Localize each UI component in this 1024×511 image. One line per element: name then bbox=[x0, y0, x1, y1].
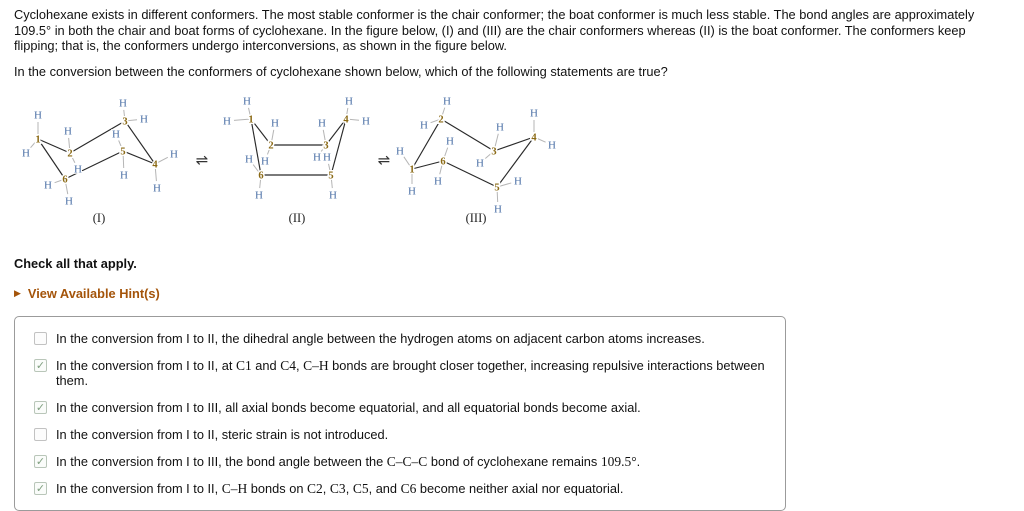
hint-link[interactable] bbox=[14, 286, 1010, 301]
option-text-segment: , bbox=[295, 358, 304, 374]
carbon-number: 2 bbox=[67, 148, 73, 160]
hydrogen-label: H bbox=[318, 117, 326, 130]
option-text-segment: bonds are brought closer together, increasing repulsive interactions between them. bbox=[56, 358, 765, 389]
option-row[interactable] bbox=[15, 421, 785, 448]
option-checkbox-checked[interactable]: ✓ bbox=[35, 454, 46, 468]
hydrogen-label: H bbox=[255, 189, 263, 202]
equilibrium-arrow-icon: ⇌ bbox=[377, 151, 391, 170]
option-text-segment: . bbox=[636, 454, 641, 470]
hydrogen-label: H bbox=[64, 125, 72, 138]
hydrogen-label: H bbox=[476, 157, 484, 170]
hydrogen-label: H bbox=[170, 148, 178, 161]
hydrogen-label: H bbox=[140, 113, 148, 126]
molecule-chair-I bbox=[22, 98, 178, 226]
carbon-number: 1 bbox=[248, 114, 254, 126]
carbon-number: 2 bbox=[438, 114, 444, 126]
molecule-caption: (III) bbox=[465, 211, 487, 226]
cc-bond bbox=[251, 119, 261, 175]
option-checkbox-checked[interactable]: ✓ bbox=[35, 358, 46, 372]
question-text: In the conversion between the conformers of cyclohexane shown below, which of the following statements are true? bbox=[14, 63, 668, 79]
intro-paragraph: Cyclohexane exists in different conformers. The most stable conformer is the chair conformer; the boat conformer is much less stable. The bond angles are approximately 109.5° in both the chair and boat forms of cyclohexane. In the figure below, (I) and (III) are the chair conformers whereas (II) is the boat conformer. The conformers keep flipping; that is, the conformers undergo interconversions, as shown in the figure below. bbox=[14, 7, 975, 54]
conformer-figure-wrap bbox=[14, 91, 1010, 236]
option-text-segment: In the conversion from I to II, steric strain is not introduced. bbox=[56, 427, 389, 443]
option-checkbox[interactable] bbox=[34, 332, 47, 345]
option-row[interactable] bbox=[15, 448, 785, 475]
chem-notation: C2 bbox=[307, 481, 323, 497]
option-text-segment: become neither axial nor equatorial. bbox=[416, 481, 624, 497]
hydrogen-label: H bbox=[443, 95, 451, 108]
molecule-boat-II bbox=[223, 96, 370, 226]
chem-notation: C–H bbox=[221, 481, 248, 497]
option-checkbox[interactable] bbox=[34, 428, 47, 441]
hydrogen-label: H bbox=[548, 139, 556, 152]
option-text-segment: In the conversion from I to III, all axial bonds become equatorial, and all equatorial bonds become axial. bbox=[56, 400, 641, 416]
conformer-figure bbox=[14, 91, 574, 233]
hydrogen-label: H bbox=[22, 147, 30, 160]
hydrogen-label: H bbox=[245, 153, 253, 166]
carbon-number: 5 bbox=[494, 182, 500, 194]
carbon-number: 6 bbox=[258, 170, 264, 182]
carbon-number: 6 bbox=[440, 156, 446, 168]
option-text-segment: and bbox=[251, 358, 281, 374]
chem-notation: 109.5° bbox=[600, 454, 637, 470]
hint-expander-icon[interactable]: ▶ bbox=[14, 288, 21, 299]
hydrogen-label: H bbox=[153, 182, 161, 195]
molecule-caption: (II) bbox=[288, 211, 306, 226]
hint-label[interactable]: View Available Hint(s) bbox=[27, 286, 160, 302]
option-checkbox-checked[interactable]: ✓ bbox=[35, 400, 46, 414]
hydrogen-label: H bbox=[120, 169, 128, 182]
cc-bond bbox=[494, 137, 534, 151]
hydrogen-label: H bbox=[396, 145, 404, 158]
chem-notation: C6 bbox=[400, 481, 417, 497]
option-text-segment: In the conversion from I to II, the dihedral angle between the hydrogen atoms on adjacent carbon atoms increases. bbox=[56, 331, 705, 347]
option-text-segment: In the conversion from I to II, bbox=[56, 481, 222, 497]
hydrogen-label: H bbox=[446, 135, 454, 148]
hydrogen-label: H bbox=[420, 119, 428, 132]
option-label bbox=[56, 358, 769, 388]
hydrogen-label: H bbox=[434, 175, 442, 188]
chem-notation: C5 bbox=[352, 481, 369, 497]
option-label bbox=[56, 400, 641, 415]
option-text-segment: bond of cyclohexane remains bbox=[427, 454, 601, 470]
hydrogen-label: H bbox=[271, 117, 279, 130]
chem-notation: C–C–C bbox=[386, 454, 428, 470]
option-text-segment: , bbox=[322, 481, 330, 497]
option-text-segment: bonds on bbox=[247, 481, 308, 497]
hydrogen-label: H bbox=[44, 179, 52, 192]
hydrogen-label: H bbox=[514, 175, 522, 188]
option-row[interactable] bbox=[15, 475, 785, 502]
hydrogen-label: H bbox=[65, 195, 73, 208]
molecule-chair-III bbox=[396, 96, 556, 226]
chem-notation: C1 bbox=[235, 358, 252, 374]
carbon-number: 6 bbox=[62, 174, 68, 186]
carbon-number: 3 bbox=[122, 116, 128, 128]
equilibrium-arrow-icon: ⇌ bbox=[195, 151, 209, 170]
carbon-number: 4 bbox=[343, 114, 349, 126]
options-list bbox=[14, 316, 786, 511]
option-text-segment: , and bbox=[368, 481, 401, 497]
option-checkbox-checked[interactable]: ✓ bbox=[35, 481, 46, 495]
option-label bbox=[56, 427, 388, 442]
option-row[interactable] bbox=[15, 394, 785, 421]
hydrogen-label: H bbox=[408, 185, 416, 198]
option-row[interactable] bbox=[15, 325, 785, 352]
hydrogen-label: H bbox=[345, 95, 353, 108]
hydrogen-label: H bbox=[494, 203, 502, 216]
carbon-number: 3 bbox=[323, 140, 329, 152]
option-label bbox=[56, 331, 705, 346]
carbon-number: 2 bbox=[268, 140, 274, 152]
hydrogen-label: H bbox=[313, 151, 321, 164]
chem-notation: C–H bbox=[303, 358, 329, 374]
hydrogen-label: H bbox=[329, 189, 337, 202]
hydrogen-label: H bbox=[496, 121, 504, 134]
hydrogen-label: H bbox=[119, 97, 127, 110]
carbon-number: 4 bbox=[152, 159, 158, 171]
hydrogen-label: H bbox=[34, 109, 42, 122]
hydrogen-label: H bbox=[323, 151, 331, 164]
option-text-segment: , bbox=[345, 481, 353, 497]
hydrogen-label: H bbox=[530, 107, 538, 120]
option-row[interactable] bbox=[15, 352, 785, 394]
option-text-segment: In the conversion from I to III, the bond angle between the bbox=[56, 454, 387, 470]
molecule-caption: (I) bbox=[92, 211, 106, 226]
option-label bbox=[56, 481, 623, 496]
carbon-number: 1 bbox=[409, 164, 415, 176]
chem-notation: C3 bbox=[329, 481, 346, 497]
check-all-instruction: Check all that apply. bbox=[14, 256, 137, 272]
hydrogen-label: H bbox=[261, 155, 269, 168]
hydrogen-label: H bbox=[243, 95, 251, 108]
hydrogen-label: H bbox=[112, 128, 120, 141]
hydrogen-label: H bbox=[362, 115, 370, 128]
chem-notation: C4 bbox=[280, 358, 296, 374]
hydrogen-label: H bbox=[223, 115, 231, 128]
option-label bbox=[56, 454, 640, 469]
cc-bond bbox=[412, 161, 443, 169]
carbon-number: 5 bbox=[328, 170, 334, 182]
hydrogen-label: H bbox=[74, 163, 82, 176]
cc-bond bbox=[331, 119, 346, 175]
cc-bond bbox=[443, 161, 497, 187]
carbon-number: 1 bbox=[35, 134, 41, 146]
carbon-number: 4 bbox=[531, 132, 537, 144]
carbon-number: 5 bbox=[120, 146, 126, 158]
option-text-segment: In the conversion from I to II, at bbox=[56, 358, 236, 374]
carbon-number: 3 bbox=[491, 146, 497, 158]
